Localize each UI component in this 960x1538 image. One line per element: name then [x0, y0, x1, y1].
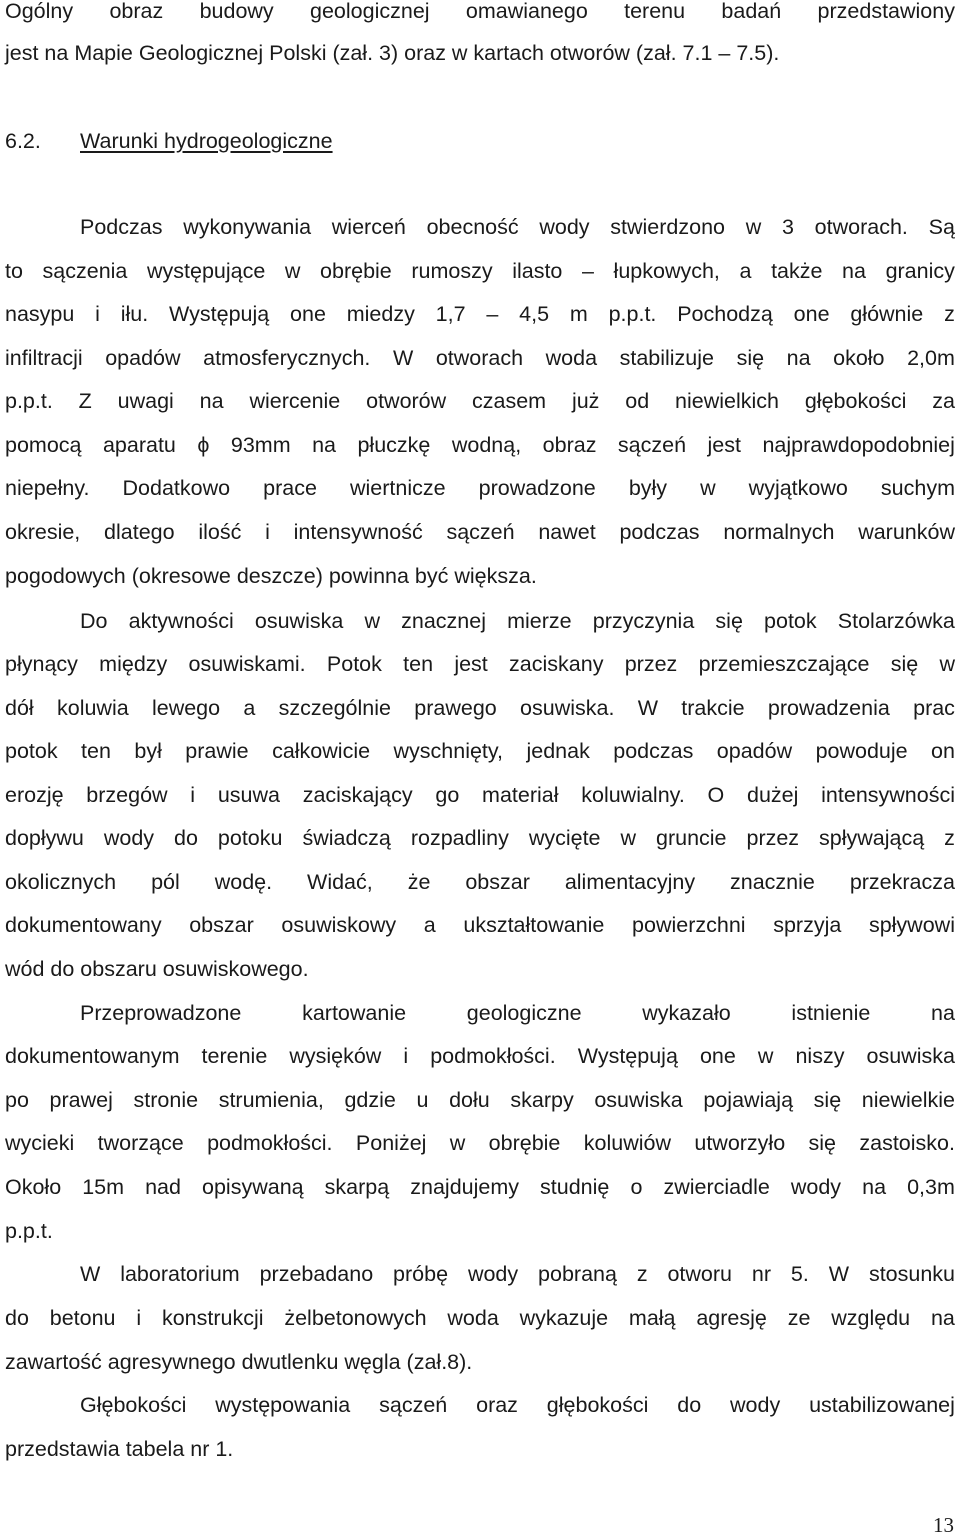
word: istnienie	[791, 1001, 871, 1025]
word: jest	[707, 433, 741, 457]
intro-line	[5, 0, 955, 26]
word: przebadano	[259, 1262, 374, 1286]
word: na	[842, 259, 866, 283]
word: a	[423, 913, 436, 937]
word: Ogólny	[5, 0, 74, 23]
word: szczególnie	[278, 696, 391, 720]
word: występowania	[215, 1393, 351, 1417]
word: już	[571, 389, 600, 413]
word: dokumentowanym	[5, 1044, 180, 1068]
word: materiał	[482, 783, 559, 807]
paragraph-2-line	[5, 736, 955, 766]
word: znajdujemy	[410, 1175, 519, 1199]
word: W	[637, 696, 659, 720]
word: a	[739, 259, 752, 283]
word: utworzyło	[694, 1131, 786, 1155]
word: ϕ	[197, 433, 210, 457]
word: terenu	[624, 0, 686, 23]
paragraph-1-line	[5, 473, 955, 503]
word: 4,5	[519, 302, 550, 326]
word: 15m	[82, 1175, 125, 1199]
word: wody	[790, 1175, 842, 1199]
word: pól	[151, 870, 180, 894]
word: w	[620, 826, 637, 850]
word: rozpadliny	[410, 826, 509, 850]
word: nad	[145, 1175, 181, 1199]
word: się	[813, 1088, 842, 1112]
word: około	[833, 346, 885, 370]
word: miedzy	[346, 302, 415, 326]
word: z	[636, 1262, 648, 1286]
word: całkowicie	[272, 739, 371, 763]
word: otworów	[366, 389, 447, 413]
paragraph-2-line	[5, 649, 955, 679]
word: w	[449, 1131, 466, 1155]
word: betonu	[49, 1306, 116, 1330]
word: płynący	[5, 652, 78, 676]
word: w	[745, 215, 762, 239]
word: wierceń	[331, 215, 406, 239]
word: przyczynia	[592, 609, 695, 633]
word: opadów	[105, 346, 181, 370]
word: wiercenie	[249, 389, 341, 413]
word: z	[944, 826, 955, 850]
word: także	[771, 259, 823, 283]
paragraph-1-line	[5, 299, 955, 329]
word: Występują	[577, 1044, 678, 1068]
word: 93mm	[230, 433, 291, 457]
word: Około	[5, 1175, 62, 1199]
word: wodną,	[451, 433, 522, 457]
word: wodę.	[214, 870, 273, 894]
word: zaciskany	[509, 652, 604, 676]
word: przemieszczające	[698, 652, 870, 676]
word: zaciskający	[302, 783, 413, 807]
word: infiltracji	[5, 346, 83, 370]
word: atmosferycznych.	[203, 346, 371, 370]
word: usuwa	[217, 783, 280, 807]
paragraph-1-line	[5, 386, 955, 416]
word: zastoisko.	[859, 1131, 955, 1155]
word: znacznej	[401, 609, 486, 633]
word: mierze	[507, 609, 572, 633]
word: przekracza	[849, 870, 955, 894]
page-number: 13	[933, 1513, 954, 1537]
word: po	[5, 1088, 29, 1112]
paragraph-2-line	[5, 693, 955, 723]
word: dokumentowany	[5, 913, 162, 937]
word: na	[199, 389, 224, 413]
word: wysięków	[289, 1044, 382, 1068]
word: był	[134, 739, 162, 763]
word: okresie,	[5, 520, 81, 544]
word: wyjątkowo	[748, 476, 848, 500]
word: u	[416, 1088, 429, 1112]
word: erozję	[5, 783, 64, 807]
word: spływającą	[819, 826, 925, 850]
word: zwierciadle	[663, 1175, 770, 1199]
word: obraz	[109, 0, 164, 23]
paragraph-1-line	[5, 212, 955, 242]
word: małą	[628, 1306, 676, 1330]
word: lewego	[151, 696, 221, 720]
word: się	[808, 1131, 837, 1155]
word: obecność	[426, 215, 519, 239]
word: osuwiskowy	[281, 913, 397, 937]
word: wykazuje	[519, 1306, 609, 1330]
word: jest	[454, 652, 488, 676]
word: wody	[103, 826, 155, 850]
word: pojawiają	[703, 1088, 794, 1112]
word: przez	[624, 652, 678, 676]
word: niszy	[795, 1044, 845, 1068]
intro-line: jest na Mapie Geologicznej Polski (zał. 3) oraz w kartach otworów (zał. 7.1 – 7.5).	[5, 41, 780, 65]
word: osuwiska.	[520, 696, 615, 720]
word: żelbetonowych	[284, 1306, 427, 1330]
word: głębokości	[804, 389, 907, 413]
paragraph-1-line	[5, 343, 955, 373]
paragraph-2-line	[5, 606, 955, 636]
word: terenie	[201, 1044, 268, 1068]
word: wyschnięty,	[393, 739, 504, 763]
word: warunków	[858, 520, 955, 544]
word: wycieki	[5, 1131, 75, 1155]
word: Z	[78, 389, 92, 413]
word: ukształtowanie	[463, 913, 605, 937]
paragraph-3-line	[5, 1041, 955, 1071]
word: geologiczne	[466, 1001, 582, 1025]
word: 3	[781, 215, 794, 239]
word: intensywności	[821, 783, 955, 807]
word: znacznie	[730, 870, 815, 894]
word: do	[677, 1393, 702, 1417]
paragraph-3-line	[5, 1085, 955, 1115]
word: osuwiska	[866, 1044, 955, 1068]
section-title: Warunki hydrogeologiczne	[80, 129, 333, 153]
word: stosunku	[868, 1262, 955, 1286]
word: geologicznej	[310, 0, 430, 23]
word: koluwia	[56, 696, 129, 720]
word: woda	[447, 1306, 499, 1330]
word: występujące	[146, 259, 266, 283]
word: w	[700, 476, 716, 500]
word: Przeprowadzone	[80, 1001, 242, 1025]
word: na	[930, 1306, 955, 1330]
word: sączeń	[617, 433, 687, 457]
word: opadów	[716, 739, 793, 763]
word: Są	[928, 215, 955, 239]
word: prawej	[49, 1088, 113, 1112]
paragraph-2-line: wód do obszaru osuwiskowego.	[5, 957, 309, 981]
word: woda	[545, 346, 598, 370]
word: 0,3m	[907, 1175, 955, 1199]
word: podmokłości.	[430, 1044, 556, 1068]
word: a	[243, 696, 256, 720]
word: dużej	[747, 783, 799, 807]
word: powoduje	[815, 739, 908, 763]
word: do	[174, 826, 198, 850]
section-number: 6.2.	[5, 129, 41, 153]
word: wycięte	[528, 826, 601, 850]
word: w	[284, 259, 301, 283]
word: na	[931, 1001, 955, 1025]
word: otworach.	[814, 215, 908, 239]
word: wykonywania	[183, 215, 312, 239]
word: opisywaną	[202, 1175, 304, 1199]
word: W	[392, 346, 414, 370]
word: konstrukcji	[161, 1306, 264, 1330]
word: ilość	[198, 520, 242, 544]
word: osuwiskami.	[188, 652, 306, 676]
word: iłu.	[120, 302, 149, 326]
word: za	[932, 389, 955, 413]
word: że	[407, 870, 431, 894]
word: wiertnicze	[349, 476, 446, 500]
word: wody	[730, 1393, 781, 1417]
word: alimentacyjny	[564, 870, 696, 894]
word: potoku	[217, 826, 283, 850]
word: kartowanie	[302, 1001, 407, 1025]
word: okolicznych	[5, 870, 117, 894]
paragraph-3-line	[5, 1128, 955, 1158]
word: podmokłości.	[207, 1131, 333, 1155]
word: laboratorium	[120, 1262, 240, 1286]
paragraph-3-line	[5, 998, 955, 1028]
paragraph-1-line: pogodowych (okresowe deszcze) powinna być większa.	[5, 564, 537, 588]
word: oraz	[476, 1393, 518, 1417]
word: potok	[5, 739, 58, 763]
word: p.p.t.	[608, 302, 657, 326]
word: agresję	[696, 1306, 767, 1330]
word: jednak	[526, 739, 590, 763]
paragraph-1-line	[5, 430, 955, 460]
word: O	[707, 783, 725, 807]
word: głównie	[850, 302, 924, 326]
word: czasem	[472, 389, 547, 413]
word: podczas	[613, 739, 694, 763]
word: między	[99, 652, 168, 676]
word: dlatego	[104, 520, 175, 544]
paragraph-4-line	[5, 1303, 955, 1333]
word: budowy	[199, 0, 274, 23]
word: tworzące	[97, 1131, 184, 1155]
word: m	[569, 302, 588, 326]
word: się	[736, 346, 765, 370]
word: osuwiska	[594, 1088, 683, 1112]
word: 1,7	[435, 302, 466, 326]
word: sprzyja	[773, 913, 842, 937]
word: na	[786, 346, 811, 370]
word: ze	[787, 1306, 811, 1330]
word: dołu	[449, 1088, 490, 1112]
word: trakcie	[681, 696, 745, 720]
paragraph-4-line	[5, 1259, 955, 1289]
word: brzegów	[86, 783, 168, 807]
word: obszar	[465, 870, 530, 894]
word: ten	[81, 739, 111, 763]
word: prowadzone	[478, 476, 596, 500]
paragraph-2-line	[5, 780, 955, 810]
word: świadczą	[302, 826, 391, 850]
word: się	[715, 609, 743, 633]
word: i	[95, 302, 100, 326]
word: nr	[751, 1262, 772, 1286]
word: rumoszy	[411, 259, 493, 283]
word: studnię	[540, 1175, 610, 1199]
word: sączeń	[379, 1393, 448, 1417]
word: podczas	[619, 520, 700, 544]
word: skarpą	[324, 1175, 390, 1199]
word: były	[628, 476, 668, 500]
paragraph-2-line	[5, 910, 955, 940]
word: koluwialny.	[581, 783, 685, 807]
word: on	[931, 739, 955, 763]
word: aktywności	[128, 609, 234, 633]
word: –	[581, 259, 594, 283]
word: obszar	[189, 913, 254, 937]
word: wody	[467, 1262, 519, 1286]
word: niewielkich	[675, 389, 779, 413]
word: względu	[831, 1306, 911, 1330]
word: dopływu	[5, 826, 84, 850]
paragraph-1-line	[5, 517, 955, 547]
word: nawet	[538, 520, 596, 544]
word: przedstawiony	[817, 0, 955, 23]
word: dół	[5, 696, 34, 720]
word: w	[364, 609, 380, 633]
word: wody	[539, 215, 590, 239]
word: obrębie	[320, 259, 392, 283]
word: one	[290, 302, 326, 326]
word: obrębie	[488, 1131, 561, 1155]
word: Widać,	[307, 870, 373, 894]
word: stronie	[133, 1088, 199, 1112]
word: otworu	[667, 1262, 733, 1286]
word: powierzchni	[632, 913, 746, 937]
word: Dodatkowo	[122, 476, 231, 500]
word: niewielkie	[861, 1088, 955, 1112]
word: w	[939, 652, 955, 676]
word: obraz	[542, 433, 597, 457]
word: aparatu	[102, 433, 176, 457]
word: go	[435, 783, 460, 807]
word: –	[486, 302, 499, 326]
word: prace	[263, 476, 317, 500]
word: 5.	[790, 1262, 809, 1286]
word: próbę	[393, 1262, 449, 1286]
word: ustabilizowanej	[809, 1393, 955, 1417]
word: wykazało	[642, 1001, 731, 1025]
word: W	[828, 1262, 850, 1286]
word: ten	[403, 652, 434, 676]
word: pomocą	[5, 433, 82, 457]
word: potok	[764, 609, 817, 633]
paragraph-5-line: przedstawia tabela nr 1.	[5, 1437, 234, 1461]
paragraph-2-line	[5, 823, 955, 853]
word: one	[699, 1044, 736, 1068]
word: spływowi	[868, 913, 955, 937]
word: i	[190, 783, 196, 807]
word: Do	[80, 609, 108, 633]
word: p.p.t.	[5, 389, 53, 413]
word: one	[793, 302, 830, 326]
word: osuwiska	[254, 609, 344, 633]
word: ilasto	[512, 259, 563, 283]
word: Stolarzówka	[837, 609, 955, 633]
word: i	[136, 1306, 142, 1330]
word: prowadzenia	[767, 696, 890, 720]
word: koluwiów	[583, 1131, 671, 1155]
word: i	[265, 520, 270, 544]
word: przez	[746, 826, 800, 850]
word: pobraną	[538, 1262, 617, 1286]
word: płuczkę	[357, 433, 431, 457]
paragraph-2-line	[5, 867, 955, 897]
word: głębokości	[546, 1393, 649, 1417]
paragraph-3-line	[5, 1172, 955, 1202]
word: gruncie	[656, 826, 727, 850]
word: uwagi	[117, 389, 174, 413]
word: z	[944, 302, 955, 326]
word: w	[757, 1044, 774, 1068]
word: najprawdopodobniej	[762, 433, 955, 457]
word: to	[5, 259, 23, 283]
word: się	[890, 652, 919, 676]
word: stwierdzono	[610, 215, 726, 239]
word: o	[630, 1175, 643, 1199]
word: prawego	[414, 696, 497, 720]
word: granicy	[885, 259, 955, 283]
word: intensywność	[293, 520, 423, 544]
word: 2,0m	[907, 346, 955, 370]
paragraph-4-line: zawartość agresywnego dwutlenku węgla (zał.8).	[5, 1350, 473, 1374]
word: Pochodzą	[677, 302, 773, 326]
word: od	[625, 389, 650, 413]
word: do	[5, 1306, 29, 1330]
word: badań	[721, 0, 782, 23]
paragraph-3-line: p.p.t.	[5, 1219, 53, 1243]
word: prawie	[185, 739, 249, 763]
word: i	[403, 1044, 409, 1068]
word: niepełny.	[5, 476, 90, 500]
word: gdzie	[344, 1088, 396, 1112]
paragraph-5-line	[5, 1390, 955, 1420]
word: Poniżej	[355, 1131, 427, 1155]
word: stabilizuje	[619, 346, 715, 370]
word: na	[862, 1175, 887, 1199]
word: Potok	[326, 652, 382, 676]
paragraph-1-line	[5, 256, 955, 286]
word: Występują	[169, 302, 270, 326]
word: strumienia,	[218, 1088, 324, 1112]
word: łupkowych,	[613, 259, 720, 283]
word: Głębokości	[80, 1393, 187, 1417]
word: sączeń	[446, 520, 515, 544]
word: Podczas	[80, 215, 163, 239]
word: nasypu	[5, 302, 75, 326]
word: otworach	[435, 346, 524, 370]
word: sączenia	[42, 259, 128, 283]
word: prac	[913, 696, 955, 720]
word: na	[312, 433, 336, 457]
word: skarpy	[510, 1088, 574, 1112]
word: normalnych	[723, 520, 835, 544]
word: suchym	[880, 476, 955, 500]
word: W	[80, 1262, 101, 1286]
word: omawianego	[465, 0, 588, 23]
